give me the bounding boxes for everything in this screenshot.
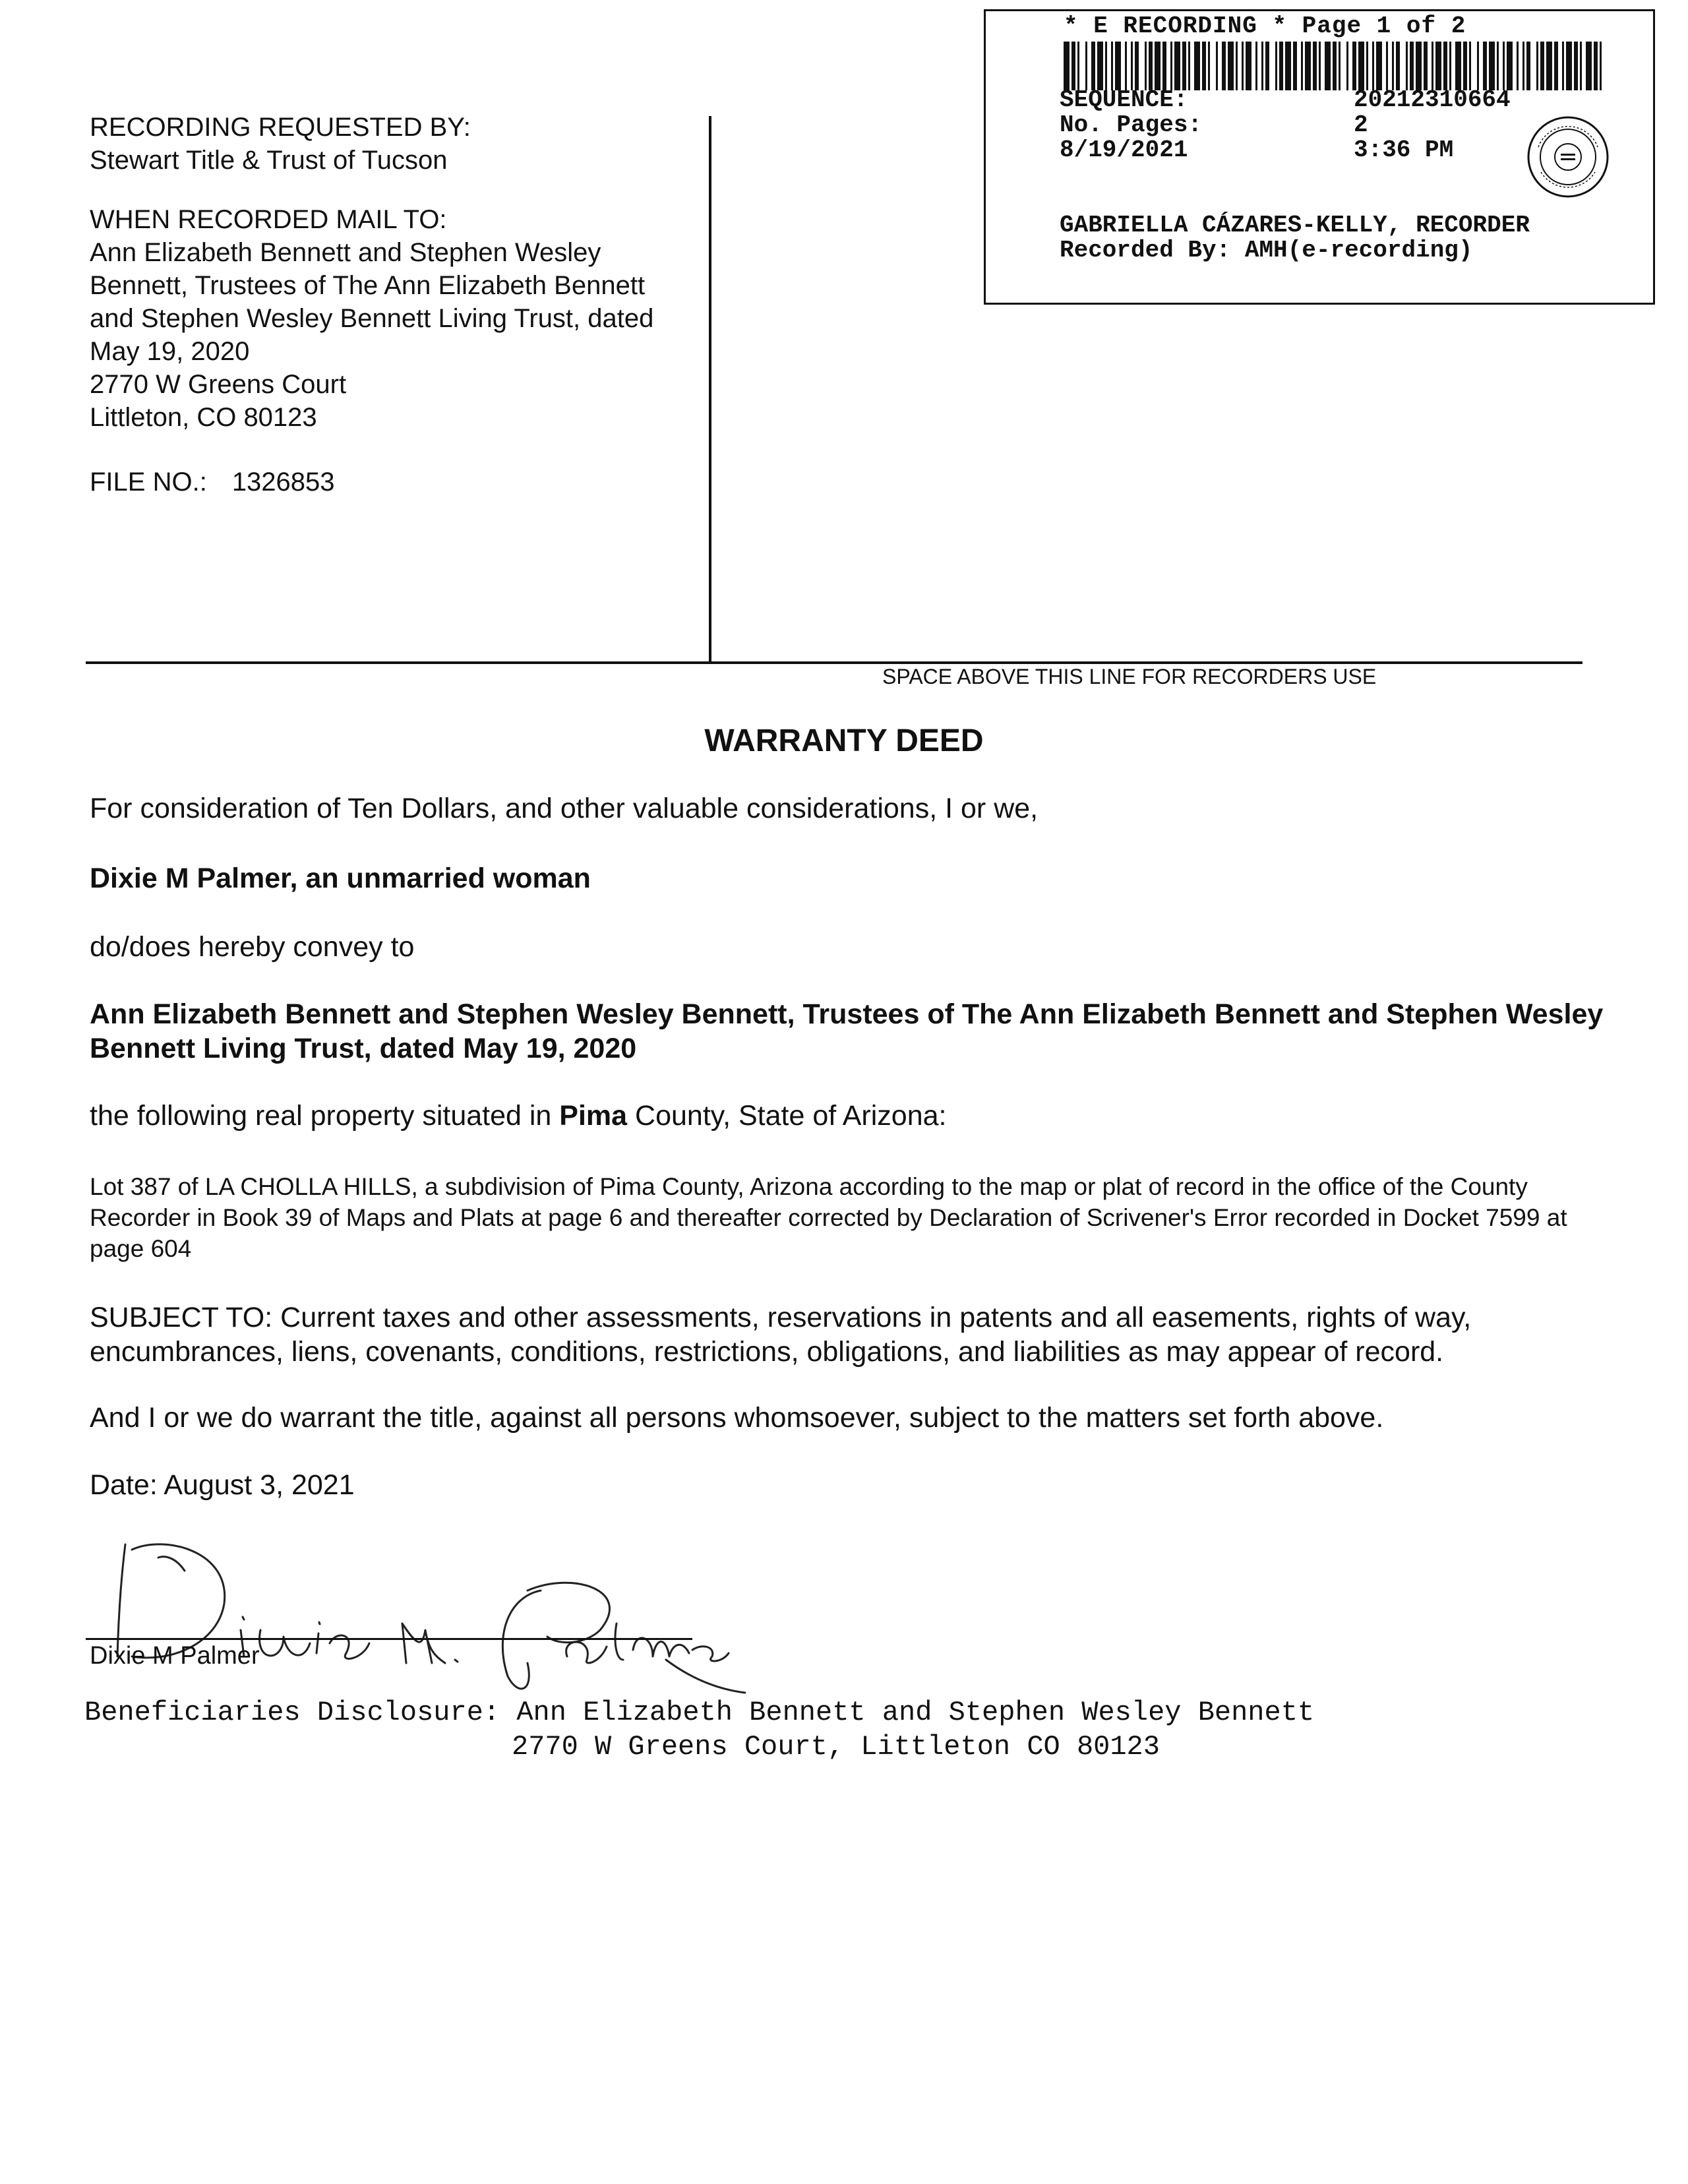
consideration-text: For consideration of Ten Dollars, and other valuable considerations, I or we, (90, 793, 1039, 824)
grantee-name: Ann Elizabeth Bennett and Stephen Wesley Bennett, Trustees of The Ann Elizabeth Bennett and Stephen Wesley Bennett Living Trust, dated May 19, 2020 (90, 998, 1604, 1064)
beneficiaries-names: Ann Elizabeth Bennett and Stephen Wesley Bennett (516, 1697, 1315, 1728)
recording-date: 8/19/2021 (1060, 136, 1188, 164)
sequence-label: SEQUENCE: (1060, 86, 1188, 113)
mail-to-line: and Stephen Wesley Bennett Living Trust, dated (90, 304, 654, 333)
mail-to-line: May 19, 2020 (90, 337, 250, 366)
signature-text: Dixie M Palmer (86, 1531, 90, 1532)
mail-to-line: 2770 W Greens Court (90, 370, 347, 399)
handwritten-signature (86, 1531, 752, 1703)
file-no-value: 1326853 (231, 468, 335, 497)
property-prefix: the following real property situated in (90, 1100, 560, 1132)
recording-requested-name: Stewart Title & Trust of Tucson (90, 146, 448, 175)
property-county: Pima (559, 1100, 628, 1132)
recorders-note: SPACE ABOVE THIS LINE FOR RECORDERS USE (882, 665, 1377, 688)
beneficiaries-label: Beneficiaries Disclosure: (84, 1697, 500, 1728)
recording-requested-label: RECORDING REQUESTED BY: (90, 113, 471, 142)
pages-label: No. Pages: (1060, 111, 1203, 138)
mail-to-line: Littleton, CO 80123 (90, 403, 317, 432)
recording-info (90, 111, 703, 499)
warranty-clause: And I or we do warrant the title, against all persons whomsoever, subject to the matters set forth above. (90, 1402, 1384, 1434)
recording-time: 3:36 PM (1354, 136, 1454, 164)
barcode-icon (1064, 42, 1604, 90)
pages-value: 2 (1354, 111, 1368, 138)
deed-date: Date: August 3, 2021 (90, 1469, 355, 1501)
recorder-name: GABRIELLA CÁZARES-KELLY, RECORDER (1060, 212, 1530, 239)
vertical-divider (709, 116, 711, 663)
deed-title: WARRANTY DEED (704, 723, 984, 758)
stamp-details (1060, 88, 1511, 163)
beneficiaries-address: 2770 W Greens Court, Littleton CO 80123 (512, 1731, 1160, 1763)
mail-to-line: Ann Elizabeth Bennett and Stephen Wesley (90, 238, 601, 267)
property-suffix: County, State of Arizona: (627, 1100, 947, 1132)
file-no-label: FILE NO.: (90, 468, 207, 497)
recorder-stamp (984, 9, 1655, 305)
property-intro (90, 1099, 1613, 1133)
sequence-value: 20212310664 (1354, 86, 1511, 113)
beneficiaries-disclosure (84, 1696, 1314, 1729)
recorded-by: Recorded By: AMH(e-recording) (1060, 237, 1473, 264)
legal-description: Lot 387 of LA CHOLLA HILLS, a subdivision of Pima County, Arizona according to the map or plat of record in the office of the County Recorder in Book 39 of Maps and Plats at page 6 and thereafter corrected by Declaration of Scrivener's Error recorded in Docket 7599 at page 604 (90, 1173, 1567, 1262)
subject-to-clause: SUBJECT TO: Current taxes and other assessments, reservations in patents and all easements, rights of way, encumbrances, liens, covenants, conditions, restrictions, obligations, and liabilities as may appear of record. (90, 1302, 1472, 1368)
signature-line (86, 1638, 692, 1640)
county-seal-icon (1525, 114, 1611, 200)
signer-name: Dixie M Palmer (90, 1642, 260, 1670)
mail-to-line: Bennett, Trustees of The Ann Elizabeth Bennett (90, 271, 646, 300)
mail-to-label: WHEN RECORDED MAIL TO: (90, 205, 447, 234)
grantor-name: Dixie M Palmer, an unmarried woman (90, 863, 591, 894)
recorders-line (86, 661, 1582, 664)
stamp-header: * E RECORDING * Page 1 of 2 (1064, 13, 1466, 40)
file-number (90, 466, 703, 499)
convey-text: do/does hereby convey to (90, 931, 415, 963)
